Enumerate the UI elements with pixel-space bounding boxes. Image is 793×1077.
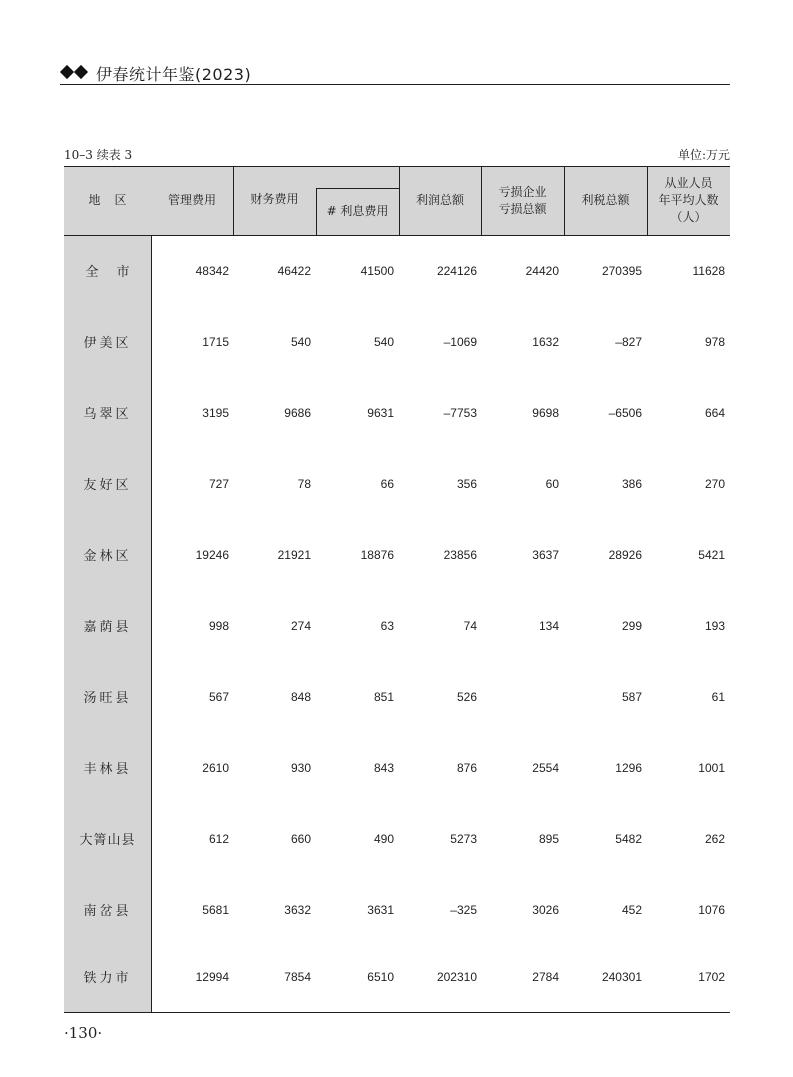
table-row: [64, 306, 730, 377]
interest-expense-cell: 843: [373, 760, 394, 775]
header-total-profit: 利润总额: [415, 193, 464, 207]
management-expense-cell: 2610: [202, 760, 229, 775]
loss-amount-cell: 895: [538, 831, 559, 846]
financial-expense-cell: 7854: [284, 969, 311, 984]
interest-expense-cell: 540: [373, 334, 394, 349]
table-row: [64, 377, 730, 448]
region-name: 丰林县: [83, 762, 132, 777]
interest-expense-cell: 41500: [360, 263, 394, 278]
region-name: 大箐山县: [79, 833, 136, 848]
header-loss-amount: 亏损企业 亏损总额: [498, 184, 547, 216]
header-rule: [60, 84, 730, 85]
profit-and-tax-cell: 587: [621, 689, 642, 704]
table-row: [64, 803, 730, 874]
profit-and-tax-cell: –6506: [608, 405, 642, 420]
management-expense-cell: 12994: [195, 969, 229, 984]
table-caption: 10–3 续表 3: [64, 148, 133, 162]
financial-expense-cell: 78: [297, 476, 311, 491]
loss-amount-cell: 2784: [532, 969, 559, 984]
region-name: 金林区: [83, 549, 132, 564]
financial-expense-cell: 540: [290, 334, 311, 349]
loss-amount-cell: 2554: [532, 760, 559, 775]
total-profit-cell: 202310: [436, 969, 477, 984]
interest-expense-cell: 9631: [367, 405, 394, 420]
total-profit-cell: 526: [456, 689, 477, 704]
employees-cell: 1001: [698, 760, 725, 775]
loss-amount-cell: 134: [538, 618, 559, 633]
region-name: 伊美区: [83, 336, 132, 351]
profit-and-tax-cell: 240301: [601, 969, 642, 984]
total-profit-cell: 356: [456, 476, 477, 491]
region-name: 汤旺县: [83, 691, 132, 706]
page-number: ·130·: [64, 1024, 103, 1042]
financial-expense-cell: 21921: [277, 547, 311, 562]
total-profit-cell: 23856: [443, 547, 477, 562]
management-expense-cell: 48342: [195, 263, 229, 278]
total-profit-cell: –1069: [443, 334, 477, 349]
total-profit-cell: 876: [456, 760, 477, 775]
employees-cell: 270: [704, 476, 725, 491]
table-row: [64, 448, 730, 519]
unit-label: 单位:万元: [677, 148, 730, 162]
management-expense-cell: 998: [208, 618, 229, 633]
table-row: [64, 235, 730, 306]
loss-amount-cell: 3026: [532, 902, 559, 917]
total-profit-cell: 5273: [450, 831, 477, 846]
region-name: 铁力市: [83, 971, 132, 986]
total-profit-cell: –7753: [443, 405, 477, 420]
region-name: 友好区: [83, 478, 132, 493]
profit-and-tax-cell: 5482: [615, 831, 642, 846]
interest-expense-cell: 18876: [360, 547, 394, 562]
loss-amount-cell: 3637: [532, 547, 559, 562]
management-expense-cell: 567: [208, 689, 229, 704]
profit-and-tax-cell: 299: [621, 618, 642, 633]
loss-amount-cell: 60: [545, 476, 559, 491]
loss-amount-cell: 24420: [525, 263, 559, 278]
interest-expense-cell: 66: [380, 476, 394, 491]
header-employees: 从业人员 年平均人数 （人）: [658, 176, 719, 224]
region-name: 全市: [85, 265, 148, 280]
profit-and-tax-cell: 270395: [601, 263, 642, 278]
management-expense-cell: 1715: [202, 334, 229, 349]
employees-cell: 5421: [698, 547, 725, 562]
region-name: 南岔县: [83, 904, 132, 919]
header-profit-and-tax: 利税总额: [581, 193, 630, 207]
header-management-expense: 管理费用: [167, 193, 216, 207]
profit-and-tax-cell: 28926: [608, 547, 642, 562]
profit-and-tax-cell: 452: [621, 902, 642, 917]
diamond-bullets-icon: [60, 65, 96, 81]
total-profit-cell: –325: [450, 902, 477, 917]
table-row: [64, 732, 730, 803]
region-name: 嘉荫县: [83, 620, 132, 635]
financial-expense-cell: 660: [290, 831, 311, 846]
employees-cell: 1702: [698, 969, 725, 984]
employees-cell: 1076: [698, 902, 725, 917]
employees-cell: 978: [704, 334, 725, 349]
header-interest-expense: # 利息费用: [326, 204, 389, 218]
region-name: 乌翠区: [83, 407, 132, 422]
financial-expense-cell: 3632: [284, 902, 311, 917]
profit-and-tax-cell: 386: [621, 476, 642, 491]
interest-expense-cell: 3631: [367, 902, 394, 917]
profit-and-tax-cell: –827: [615, 334, 642, 349]
employees-cell: 262: [704, 831, 725, 846]
header-region: 地区: [88, 193, 141, 207]
table-bottom-rule: [64, 1012, 730, 1013]
table-row: [64, 874, 730, 945]
yearbook-title: 伊春统计年鉴(2023): [96, 65, 252, 84]
management-expense-cell: 3195: [202, 405, 229, 420]
interest-expense-cell: 490: [373, 831, 394, 846]
management-expense-cell: 727: [208, 476, 229, 491]
management-expense-cell: 5681: [202, 902, 229, 917]
table-row: [64, 519, 730, 590]
employees-cell: 11628: [692, 263, 725, 278]
profit-and-tax-cell: 1296: [615, 760, 642, 775]
financial-expense-cell: 930: [290, 760, 311, 775]
loss-amount-cell: 1632: [532, 334, 559, 349]
data-table: [64, 166, 730, 1013]
header-financial-expense: 财务费用: [250, 192, 299, 206]
table-row: [64, 941, 730, 1012]
employees-cell: 193: [704, 618, 725, 633]
table-row: [64, 590, 730, 661]
total-profit-cell: 224126: [436, 263, 477, 278]
financial-expense-cell: 9686: [284, 405, 311, 420]
financial-expense-cell: 46422: [277, 263, 311, 278]
interest-expense-cell: 851: [373, 689, 394, 704]
loss-amount-cell: [481, 661, 559, 732]
management-expense-cell: 19246: [195, 547, 229, 562]
management-expense-cell: 612: [208, 831, 229, 846]
employees-cell: 664: [704, 405, 725, 420]
total-profit-cell: 74: [463, 618, 477, 633]
financial-expense-cell: 848: [290, 689, 311, 704]
employees-cell: 61: [711, 689, 725, 704]
loss-amount-cell: 9698: [532, 405, 559, 420]
table-row: [64, 661, 730, 732]
interest-expense-cell: 6510: [367, 969, 394, 984]
interest-expense-cell: 63: [380, 618, 394, 633]
financial-expense-cell: 274: [290, 618, 311, 633]
running-header: [60, 62, 730, 84]
